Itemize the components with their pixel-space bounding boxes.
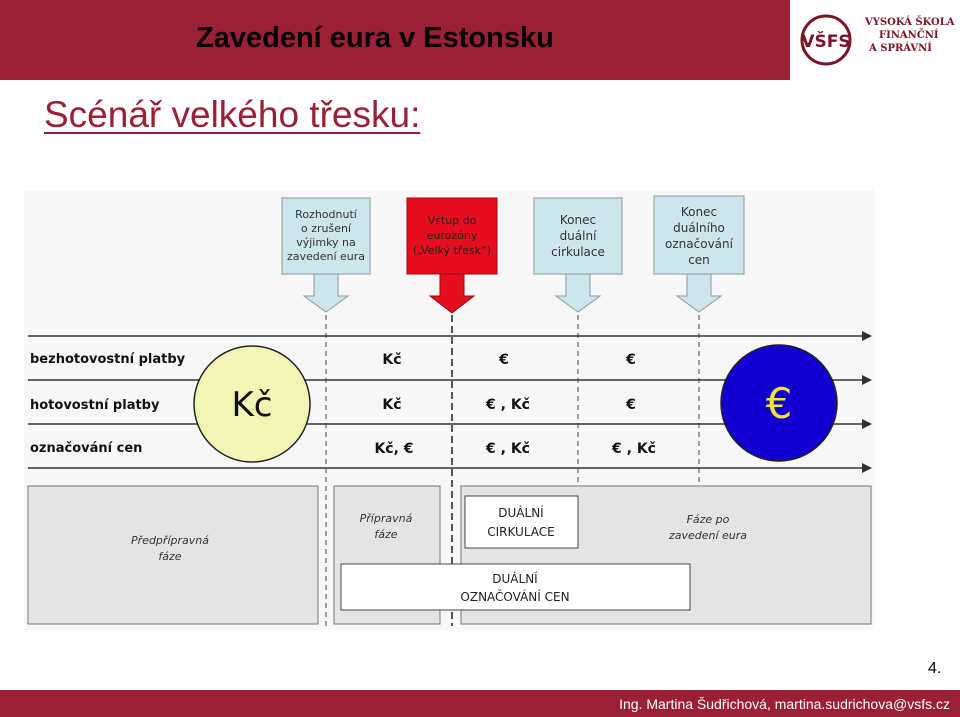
pricing-value-2: € , Kč — [486, 441, 530, 457]
row-label-cashless: bezhotovostní platby — [30, 352, 186, 367]
callout-end-pricing-line-2: duálního — [673, 221, 725, 235]
phase-preparatory-line-1: Přípravná — [359, 512, 413, 525]
dual-circulation-box — [465, 496, 578, 548]
phase-post-adoption-line-2: zavedení eura — [668, 529, 748, 542]
callout-entry-line-2: eurozóny — [426, 229, 478, 242]
cashless-value-1: Kč — [382, 352, 402, 368]
phase-pre-preparatory-line-1: Předpřípravná — [131, 534, 209, 547]
callout-entry-line-1: Vstup do — [427, 214, 477, 227]
callout-entry-line-3: („Velký třesk“) — [413, 244, 491, 257]
logo-text — [865, 16, 955, 55]
dual-circulation-line-2: CIRKULACE — [487, 525, 555, 539]
logo-line-1: VYSOKÁ ŠKOLA — [865, 17, 955, 28]
callout-decision-line-1: Rozhodnutí — [295, 208, 357, 221]
czk-circle-label: Kč — [231, 385, 273, 425]
pricing-value-1: Kč, € — [374, 441, 414, 457]
logo-line-2: FINANČNÍ — [879, 30, 939, 41]
callout-end-circulation-line-3: cirkulace — [551, 245, 605, 259]
callout-decision-line-3: výjimky na — [296, 236, 356, 249]
euro-adoption-diagram — [24, 190, 874, 630]
row-label-cash: hotovostní platby — [30, 398, 160, 413]
row-label-pricing: označování cen — [30, 441, 143, 456]
callout-end-pricing-line-3: označování — [665, 237, 733, 251]
dual-pricing-line-2: OZNAČOVÁNÍ CEN — [460, 590, 570, 604]
page-number: 4. — [928, 660, 942, 677]
dual-pricing-line-1: DUÁLNÍ — [492, 572, 538, 586]
header-bar — [0, 0, 790, 80]
logo-line-3: A SPRÁVNÍ — [869, 43, 932, 54]
vsfs-logo-icon — [798, 12, 858, 68]
dual-circulation-line-1: DUÁLNÍ — [498, 506, 544, 520]
pricing-value-3: € , Kč — [612, 441, 656, 457]
callout-end-pricing-line-1: Konec — [680, 205, 718, 219]
cashless-value-2: € — [499, 352, 509, 368]
callout-end-circulation-line-2: duální — [559, 229, 597, 243]
callout-end-pricing-line-4: cen — [688, 253, 710, 267]
phase-post-adoption-line-1: Fáze po — [686, 513, 730, 526]
slide-subtitle: Scénář velkého třesku: — [44, 94, 421, 135]
cash-value-2: € , Kč — [486, 397, 530, 413]
callout-end-circulation-line-1: Konec — [559, 213, 597, 227]
callout-decision-line-2: o zrušení — [300, 222, 352, 235]
logo-mark-text: VŠFS — [801, 32, 851, 52]
cash-value-3: € — [626, 397, 636, 413]
callout-decision-line-4: zavedení eura — [286, 250, 366, 263]
footer-bar — [0, 690, 960, 717]
cash-value-1: Kč — [382, 397, 402, 413]
euro-circle-label: € — [765, 379, 793, 428]
school-logo — [790, 0, 960, 80]
cashless-value-3: € — [626, 352, 636, 368]
phase-pre-preparatory-line-2: fáze — [158, 550, 182, 563]
footer-author: Ing. Martina Šudřichová, martina.sudrichova@vsfs.cz — [619, 696, 950, 712]
phase-preparatory-line-2: fáze — [374, 528, 398, 541]
slide-title: Zavedení eura v Estonsku — [196, 22, 554, 54]
